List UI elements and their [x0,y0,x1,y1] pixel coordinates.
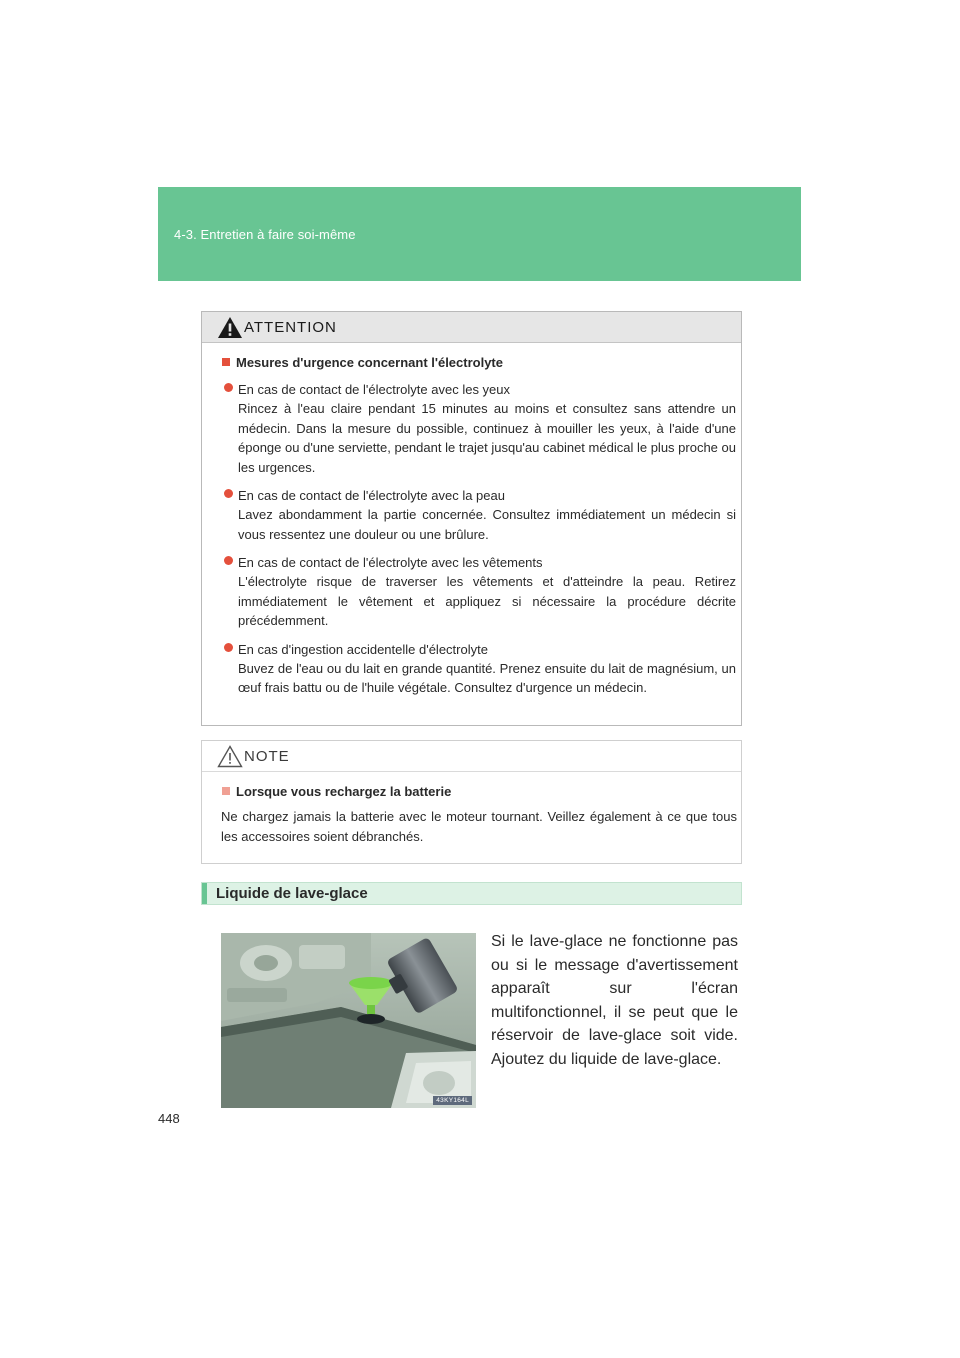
list-item [222,380,736,477]
attention-header [202,312,741,343]
list-item [222,640,736,698]
warning-triangle-icon [216,315,244,340]
section-breadcrumb: 4-3. Entretien à faire soi-même [174,227,356,242]
square-bullet-icon [222,787,230,795]
item-body: Buvez de l'eau ou du lait en grande quantité. Prenez ensuite du lait de magnésium, un œuf frais battu ou de l'huile végétale. Consultez d'urgence un médecin. [238,660,736,695]
attention-items [222,380,736,707]
photo-reference-code: 43KY164L [433,1096,472,1105]
item-body: Lavez abondamment la partie concernée. Consultez immédiatement un médecin si vous ressentez une douleur ou une brûlure. [238,507,736,542]
item-title: En cas de contact de l'électrolyte avec la peau [238,488,505,503]
attention-box [201,311,742,726]
note-subheading-text: Lorsque vous rechargez la batterie [236,784,452,799]
note-title: NOTE [244,748,290,765]
bullet-icon [224,556,233,565]
bullet-icon [224,643,233,652]
note-box [201,740,742,864]
item-title: En cas de contact de l'électrolyte avec les yeux [238,382,511,397]
engine-bay-illustration [221,933,476,1108]
washer-fluid-heading [201,882,742,905]
item-title: En cas d'ingestion accidentelle d'électrolyte [238,641,488,657]
attention-subheading-text: Mesures d'urgence concernant l'électrolyte [236,355,503,370]
item-body: Rincez à l'eau claire pendant 15 minutes au moins et consultez sans attendre un médecin. Dans la mesure du possible, continuez à mouiller les yeux, à l'aide d'une éponge ou d'une serviette, pendant le trajet jusqu'au cabinet médical le plus proche ou les urgences. [238,401,736,475]
item-title: En cas de contact de l'électrolyte avec les vêtements [238,555,543,570]
list-item [222,553,736,631]
caution-triangle-outline-icon [216,744,244,769]
heading-accent-bar [202,883,207,904]
bullet-icon [224,383,233,392]
attention-subheading [222,355,503,370]
bullet-icon [224,489,233,498]
note-header [202,741,741,772]
washer-fluid-text: Si le lave-glace ne fonctionne pas ou si le message d'avertissement apparaît sur l'écran multifonctionnel, il se peut que le réservoir de lave-glace soit vide. Ajoutez du liquide de lave-glace. [491,933,738,1068]
note-subheading [222,784,451,799]
note-body: Ne chargez jamais la batterie avec le moteur tournant. Veillez également à ce que tous les accessoires soient débranchés. [221,809,737,844]
washer-fluid-photo [221,933,476,1108]
square-bullet-icon [222,358,230,366]
list-item [222,486,736,544]
page-number: 448 [158,1111,180,1126]
attention-title: ATTENTION [244,319,337,336]
washer-fluid-title: Liquide de lave-glace [216,885,368,902]
item-body: L'électrolyte risque de traverser les vêtements et d'atteindre la peau. Retirez immédiatement le vêtement et appliquez si nécessaire la procédure décrite précédemment. [238,574,736,628]
